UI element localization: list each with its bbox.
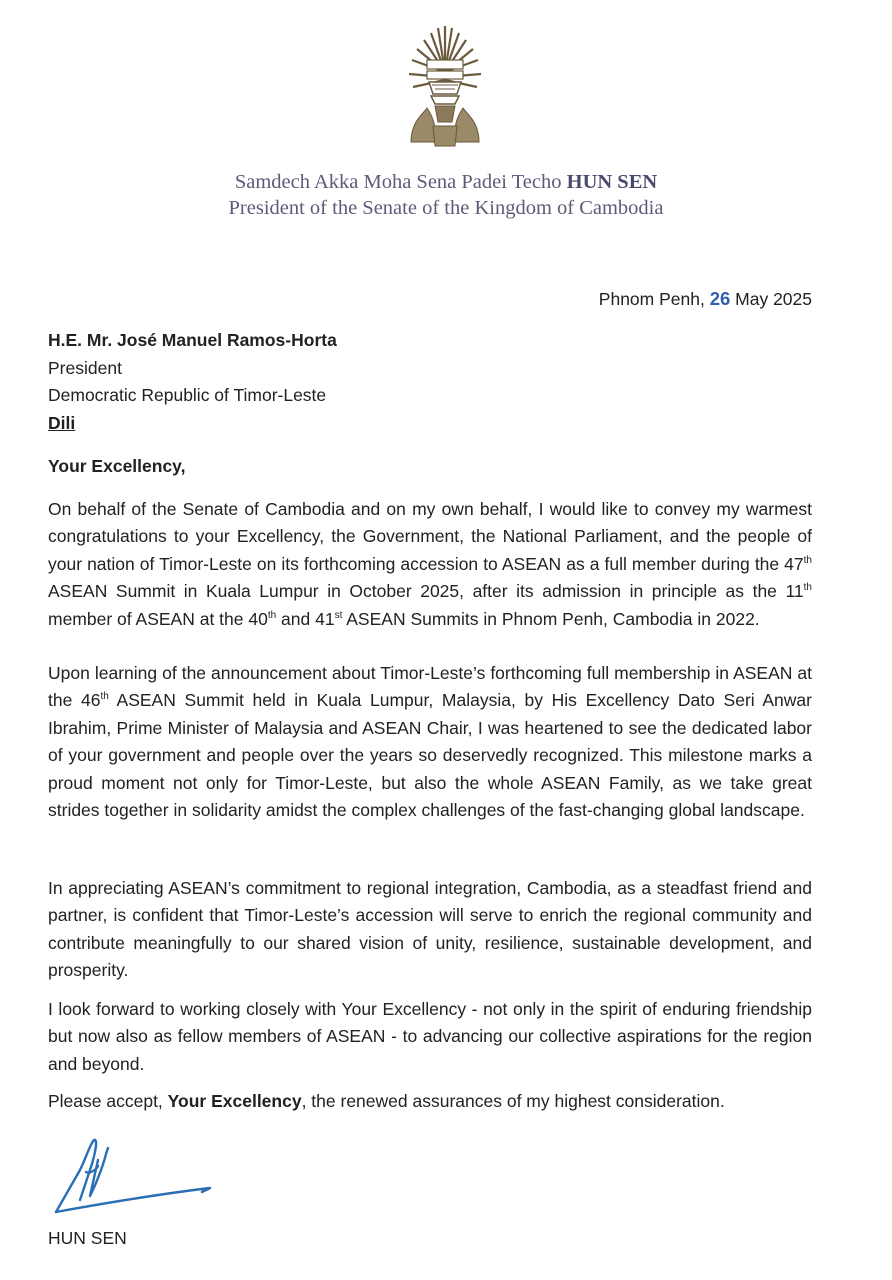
- paragraph-3: In appreciating ASEAN’s commitment to regional integration, Cambodia, as a steadfast friend and partner, is confident that Timor-Leste’s accession will serve to enrich the regional community and contribute meaningfully to our shared vision of unity, resilience, sustainable development, and prosperity.: [48, 878, 812, 981]
- text-run: Upon learning of the announcement about Timor-Leste’s forthcoming full membership in ASEAN at the 46: [48, 663, 812, 711]
- letter-date: [599, 288, 812, 310]
- text-run: , the renewed assurances of my highest consideration.: [301, 1091, 725, 1111]
- handwritten-signature-icon: [50, 1130, 220, 1220]
- letterhead-honorific: Samdech Akka Moha Sena Padei Techo: [234, 171, 567, 193]
- letterhead-title: [0, 171, 892, 194]
- text-run-bold: Your Excellency: [167, 1091, 302, 1111]
- ordinal-suffix: th: [803, 582, 812, 594]
- paragraph-5: [48, 1088, 812, 1115]
- letterhead-position: President of the Senate of the Kingdom of Cambodia: [228, 197, 664, 219]
- letterhead-name: HUN SEN: [566, 171, 658, 193]
- ordinal-suffix: st: [334, 609, 343, 621]
- recipient-city: Dili: [48, 412, 76, 433]
- text-run: ASEAN Summit in Kuala Lumpur in October 2025, after its admission in principle as the 11: [48, 581, 804, 602]
- text-run: On behalf of the Senate of Cambodia and on my own behalf, I would like to convey my warmest congratulations to your Excellency, the Government, the National Parliament, and the people of your nation of Timor-Leste on its forthcoming accession to ASEAN as a full member during the 47: [48, 499, 812, 574]
- cambodian-royal-emblem-icon: [405, 22, 485, 152]
- paragraph-4: I look forward to working closely with Your Excellency - not only in the spirit of enduring friendship but now also as fellow members of ASEAN - to advancing our collective aspirations for the region and beyond.: [48, 999, 812, 1074]
- date-place: Phnom Penh,: [598, 289, 710, 309]
- ordinal-suffix: th: [803, 554, 812, 566]
- ordinal-suffix: th: [100, 691, 109, 703]
- text-run: ASEAN Summit held in Kuala Lumpur, Malaysia, by His Excellency Dato Seri Anwar Ibrahim, Prime Minister of Malaysia and ASEAN Chair, I was heartened to see the dedicated labor of your government and people over the years so deservedly recognized. This milestone marks a proud moment not only for Timor-Leste, but also the whole ASEAN Family, as we take great strides together in solidarity amidst the complex challenges of the fast-changing global landscape.: [48, 690, 812, 821]
- paragraph-2: [48, 660, 812, 824]
- date-month-year: May 2025: [730, 289, 812, 309]
- ordinal-suffix: th: [267, 609, 277, 621]
- text-run: member of ASEAN at the 40: [48, 608, 268, 629]
- date-day: 26: [709, 288, 731, 309]
- recipient-title: President: [48, 357, 122, 378]
- recipient-address: [48, 327, 337, 437]
- paragraph-1: [48, 496, 812, 633]
- text-run: ASEAN Summits in Phnom Penh, Cambodia in 2022.: [342, 608, 760, 629]
- signer-name: HUN SEN: [48, 1228, 127, 1248]
- text-run: Please accept,: [48, 1091, 168, 1111]
- recipient-country: Democratic Republic of Timor-Leste: [48, 385, 327, 405]
- text-run: and 41: [276, 608, 335, 629]
- recipient-name: H.E. Mr. José Manuel Ramos-Horta: [48, 330, 337, 350]
- salutation: Your Excellency,: [48, 456, 186, 476]
